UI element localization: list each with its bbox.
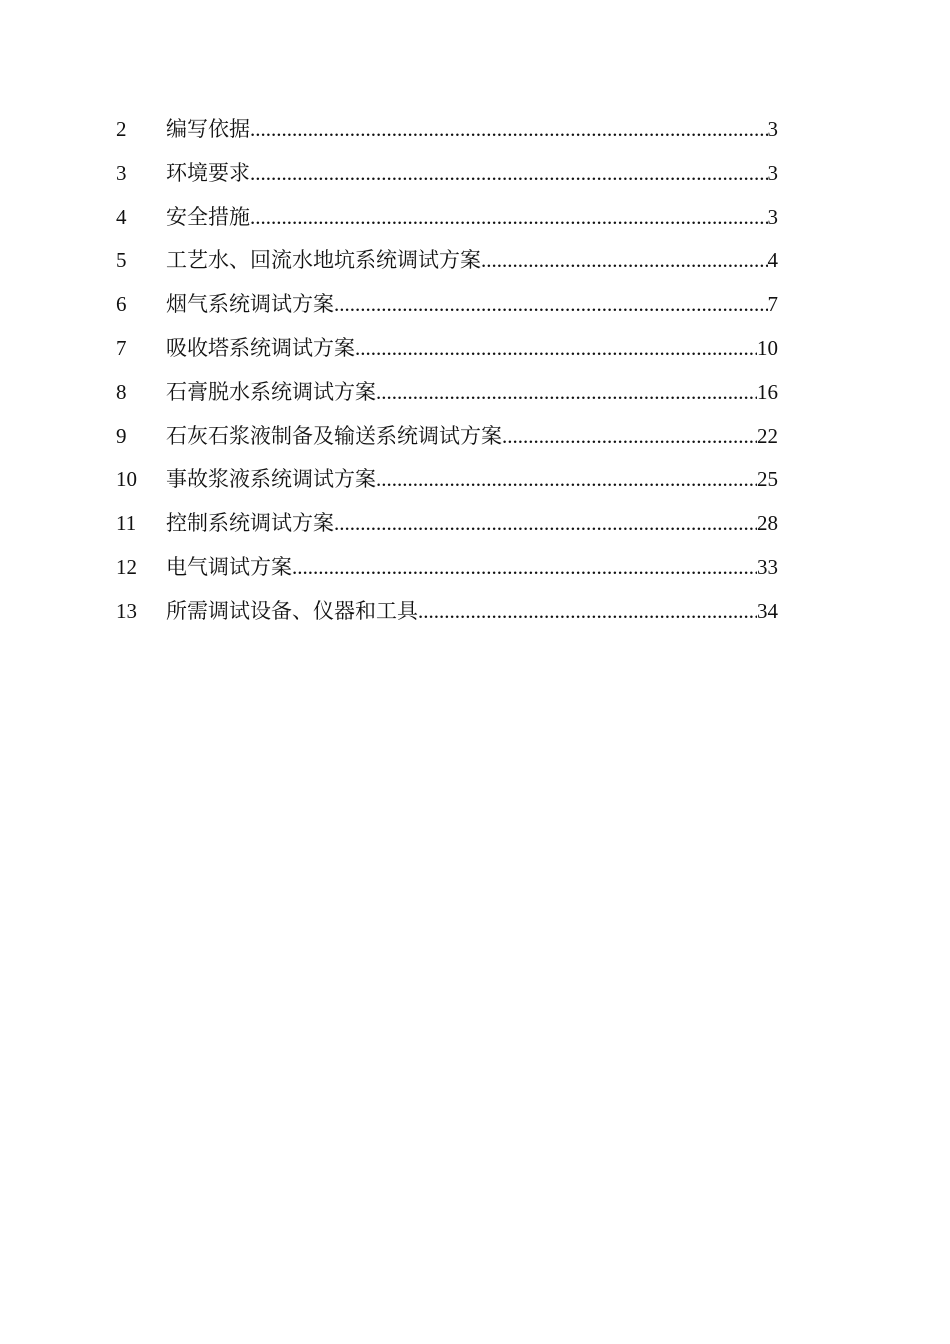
toc-entry-number: 9 [116,423,127,448]
toc-entry-page: 4 [767,248,778,273]
toc-entry-page: 10 [757,335,778,360]
toc-entry-title: 安全措施 [166,204,250,229]
toc-entry-number: 13 [116,598,137,623]
toc-entry-title: 事故浆液系统调试方案 [166,467,376,492]
toc-entry[interactable] [116,546,778,590]
toc-entry[interactable] [116,502,778,546]
toc-dot-leader [334,502,757,546]
toc-entry-number: 2 [116,117,127,141]
toc-entry-title: 烟气系统调试方案 [166,292,334,317]
toc-entry-title: 环境要求 [166,160,250,185]
toc-entry-number: 11 [116,511,137,536]
toc-entry-number: 4 [116,204,127,229]
toc-entry-title: 石灰石浆液制备及输送系统调试方案 [166,423,502,448]
toc-entry-number: 3 [116,160,127,185]
toc-entry-page: 3 [767,204,778,229]
toc-entry-page: 25 [757,467,778,492]
toc-entry-title: 吸收塔系统调试方案 [166,335,355,360]
toc-entry-page: 3 [767,160,778,185]
toc-dot-leader [250,108,768,152]
toc-dot-leader [334,283,768,327]
toc-entry[interactable] [116,371,778,415]
toc-dot-leader [250,196,768,240]
toc-entry[interactable] [116,590,778,634]
toc-dot-leader [250,152,768,196]
toc-entry[interactable] [116,283,778,327]
toc-entry[interactable] [116,415,778,459]
toc-entry[interactable] [116,239,778,283]
toc-entry-number: 7 [116,335,127,360]
toc-entry-title: 所需调试设备、仪器和工具 [166,598,418,623]
table-of-contents [116,108,778,634]
toc-entry-number: 12 [116,554,137,579]
toc-entry-number: 5 [116,248,127,273]
toc-entry[interactable] [116,458,778,502]
toc-entry-number: 8 [116,379,127,404]
toc-dot-leader [376,371,757,415]
toc-entry-title: 工艺水、回流水地坑系统调试方案 [166,248,481,273]
toc-entry[interactable] [116,327,778,371]
toc-entry-number: 6 [116,292,127,317]
toc-dot-leader [481,239,768,283]
toc-dot-leader [418,590,757,634]
toc-dot-leader [376,458,757,502]
toc-entry-title: 编写依据 [166,117,250,141]
toc-entry-page: 16 [757,379,778,404]
toc-entry-page: 3 [767,117,778,141]
toc-entry[interactable] [116,196,778,240]
toc-entry-number: 10 [116,467,137,492]
toc-entry[interactable] [116,152,778,196]
toc-entry-page: 7 [767,292,778,317]
toc-entry[interactable] [116,108,778,152]
toc-entry-title: 控制系统调试方案 [166,511,334,536]
toc-dot-leader [355,327,757,371]
toc-entry-page: 33 [757,554,778,579]
toc-dot-leader [502,415,757,459]
toc-entry-page: 22 [757,423,778,448]
toc-entry-page: 28 [757,511,778,536]
toc-entry-page: 34 [757,598,778,623]
toc-entry-title: 石膏脱水系统调试方案 [166,379,376,404]
toc-entry-title: 电气调试方案 [166,554,292,579]
toc-dot-leader [292,546,757,590]
